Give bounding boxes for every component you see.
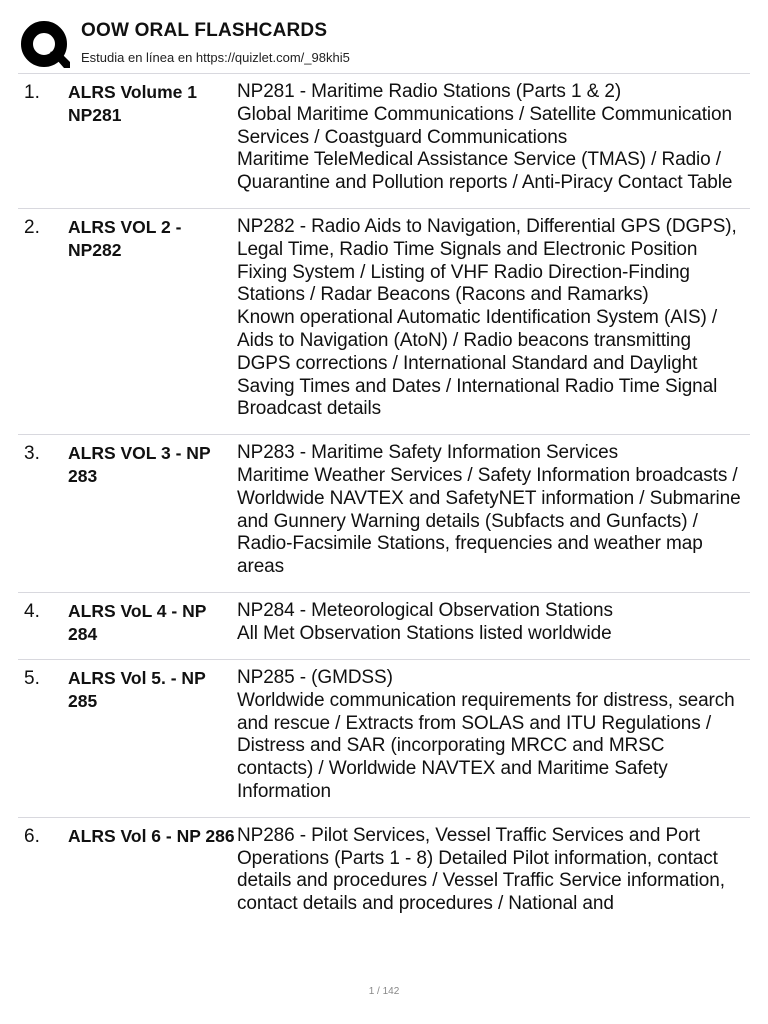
card-term: ALRS Vol 6 - NP 286 xyxy=(68,825,235,846)
card-definition: NP281 - Maritime Radio Stations (Parts 1 & 2) Global Maritime Communications / Satellite Communication Services / Coastguard Communications Maritime TeleMedical Assistance Service (TMAS) / Radio / Quarantine and Pollution reports / Anti-Piracy Contact Table xyxy=(237,81,733,194)
page-header xyxy=(18,18,750,74)
card-term: ALRS VoL 4 - NP 284 xyxy=(68,600,207,644)
card-term: ALRS VOL 2 - NP282 xyxy=(68,216,182,260)
card-number: 6. xyxy=(24,825,40,847)
card-definition: NP283 - Maritime Safety Information Services Maritime Weather Services / Safety Information broadcasts / Worldwide NAVTEX and SafetyNET information / Submarine and Gunnery Warning details (Subfacts and Gunfacts) / Radio-Facsimile Stations, frequencies and weather map areas xyxy=(237,442,741,578)
card-definition: NP286 - Pilot Services, Vessel Traffic Services and Port Operations (Parts 1 - 8) Detailed Pilot information, contact details and procedures / Vessel Traffic Service information, contact details and procedures / National and xyxy=(237,824,725,915)
flashcard-row xyxy=(18,659,750,817)
card-term: ALRS Vol 5. - NP 285 xyxy=(68,667,206,711)
card-definition: NP285 - (GMDSS) Worldwide communication requirements for distress, search and rescue / Extracts from SOLAS and ITU Regulations / Distress and SAR (incorporating MRCC and MRSC contacts) / Worldwide NAVTEX and Maritime Safety Information xyxy=(237,666,735,802)
card-definition: NP282 - Radio Aids to Navigation, Differential GPS (DGPS), Legal Time, Radio Time Signals and Electronic Position Fixing System / Listing of VHF Radio Direction-Finding Stations / Radar Beacons (Racons and Ramarks) Known operational Automatic Identification System (AIS) / Aids to Navigation (AtoN) / Radio beacons transmitting DGPS corrections / International Standard and Daylight Saving Times and Dates / International Radio Time Signal Broadcast details xyxy=(237,215,737,420)
card-number: 2. xyxy=(24,216,40,238)
document-title: OOW ORAL FLASHCARDS xyxy=(81,20,328,41)
flashcard-row xyxy=(18,208,750,434)
flashcard-row xyxy=(18,434,750,592)
quizlet-q-logo-icon xyxy=(20,20,70,70)
card-number: 4. xyxy=(24,600,40,622)
card-number: 5. xyxy=(24,667,40,689)
flashcard-row xyxy=(18,73,750,208)
flashcard-row xyxy=(18,592,750,659)
card-term: ALRS Volume 1 NP281 xyxy=(68,82,198,125)
card-number: 3. xyxy=(24,443,40,465)
flashcard-list xyxy=(18,73,750,929)
study-online-link-text: Estudia en línea en https://quizlet.com/_98khi5 xyxy=(81,50,350,65)
card-number: 1. xyxy=(24,82,40,103)
card-definition: NP284 - Meteorological Observation Stations All Met Observation Stations listed worldwide xyxy=(237,599,613,644)
page-indicator: 1 / 142 xyxy=(368,986,400,997)
card-term: ALRS VOL 3 - NP 283 xyxy=(68,443,211,487)
flashcard-row xyxy=(18,817,750,929)
